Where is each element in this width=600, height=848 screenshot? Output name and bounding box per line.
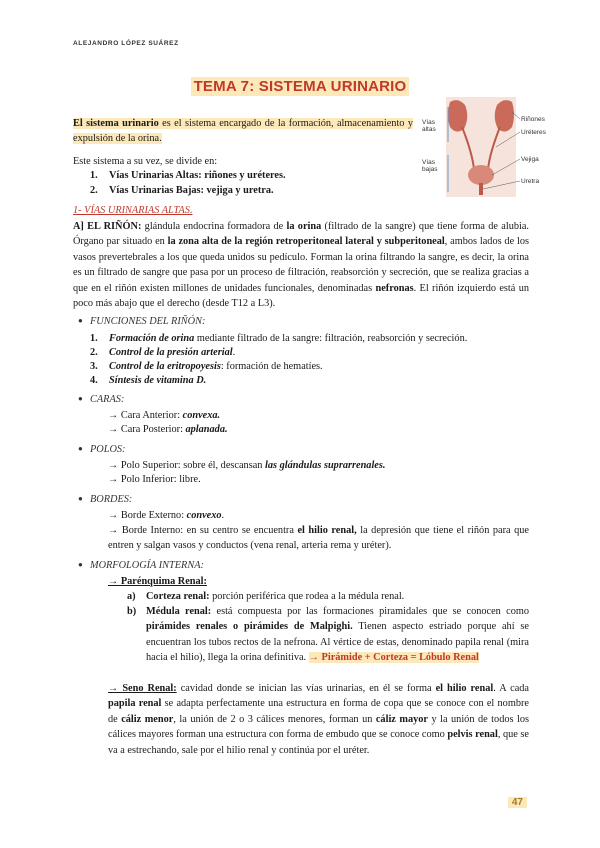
polos-heading: ● POLOS: [90, 444, 125, 455]
funcion-3: 3. Control de la eritropoyesis: formación de hematíes. [90, 361, 323, 372]
division-2: 2. Vías Urinarias Bajas: vejiga y uretra. [90, 185, 274, 196]
medula-renal-label: b) [127, 606, 137, 617]
page-title: TEMA 7: SISTEMA URINARIO [0, 78, 600, 96]
section-vias-altas: 1- VÍAS URINARIAS ALTAS. [73, 205, 193, 216]
morfologia-heading: ● MORFOLOGÍA INTERNA: [90, 560, 204, 571]
polo-superior: → Polo Superior: sobre él, descansan las glándulas suprarrenales. [108, 460, 386, 471]
label-ureteres: Uréteres [521, 129, 546, 136]
bordes-heading: ● BORDES: [90, 494, 132, 505]
medula-renal: Médula renal: está compuesta por las formaciones piramidales que se conocen como pirámides renales o pirámides de Malpighi. Tienen aspecto estriado porque ahí se encuentran los tubos rectos de la nefrona. Al vértice de estas, denominado papila renal (mira hacia el hilio), llega la orina definitiva. → Pirámide + Corteza = Lóbulo Renal [146, 606, 530, 664]
label-vias-bajas: Vías bajas [422, 159, 438, 173]
author-header: ALEJANDRO LÓPEZ SUÁREZ [73, 40, 179, 47]
urinary-system-figure [420, 97, 552, 197]
rinon-paragraph: A] EL RIÑÓN: glándula endocrina formadora de la orina (filtrado de la sangre) que tiene forma de alubia. Órgano par situado en la zona alta de la región retroperitoneal lateral y subperitoneal, ambos lados de los vasos prevertebrales a los que queda unidos su pedículo. Forman la orina filtrando la sangre, es decir, la orina es un filtrado de sangre que pasa por un proceso de filtración, reabsorción y secreción, que se realiza gracias a que en el riñón existen millones de unidades funcionales, denominadas nefronas. El riñón izquierdo está un poco más abajo que el derecho (desde T12 a L3). [73, 221, 529, 310]
division-1: 1. Vías Urinarias Altas: riñones y uréteres. [90, 170, 286, 181]
corteza-renal: a) Corteza renal: porción periférica que rodea a la médula renal. [127, 591, 405, 602]
label-uretra: Uretra [521, 178, 540, 185]
cara-anterior: → Cara Anterior: convexa. [108, 410, 221, 421]
parenquima-heading: → Parénquima Renal: [108, 576, 207, 587]
label-vias-altas: Vías altas [422, 119, 436, 133]
funcion-1: 1. Formación de orina mediante filtrado de la sangre: filtración, reabsorción y secreción. [90, 333, 468, 344]
seno-renal: → Seno Renal: cavidad donde se inician las vías urinarias, en él se forma el hilio renal. A cada papila renal se adapta perfectamente una estructura en forma de copa que se conoce con el nombre de cáliz menor, la unión de 2 o 3 cálices menores, forman un cáliz mayor y la unión de todos los cálices mayores forman una estructura con forma de embudo que se conoce como pelvis renal, que se va a estrechando, sale por el hilio renal y continúa por el uréter. [108, 683, 530, 756]
cara-posterior: → Cara Posterior: aplanada. [108, 424, 228, 435]
funciones-heading: ● FUNCIONES DEL RIÑÓN: [90, 316, 205, 327]
divide-text: Este sistema a su vez, se divide en: [73, 156, 218, 167]
funcion-4: 4. Síntesis de vitamina D. [90, 375, 207, 386]
label-vejiga: Vejiga [521, 156, 539, 163]
caras-heading: ● CARAS: [90, 394, 124, 405]
borde-interno: → Borde Interno: en su centro se encuentra el hilio renal, la depresión que tiene el riñón para que entren y salgan vasos y conductos (vena renal, arteria rema y uréter). [108, 525, 529, 552]
polo-inferior: → Polo Inferior: libre. [108, 474, 201, 485]
funcion-2: 2. Control de la presión arterial. [90, 347, 236, 358]
borde-externo: → Borde Externo: convexo. [108, 510, 225, 521]
label-rinones: Riñones [521, 116, 545, 123]
page-number: 47 [508, 797, 527, 808]
intro-paragraph: El sistema urinario es el sistema encargado de la formación, almacenamiento y expulsión de la orina. [73, 118, 413, 145]
